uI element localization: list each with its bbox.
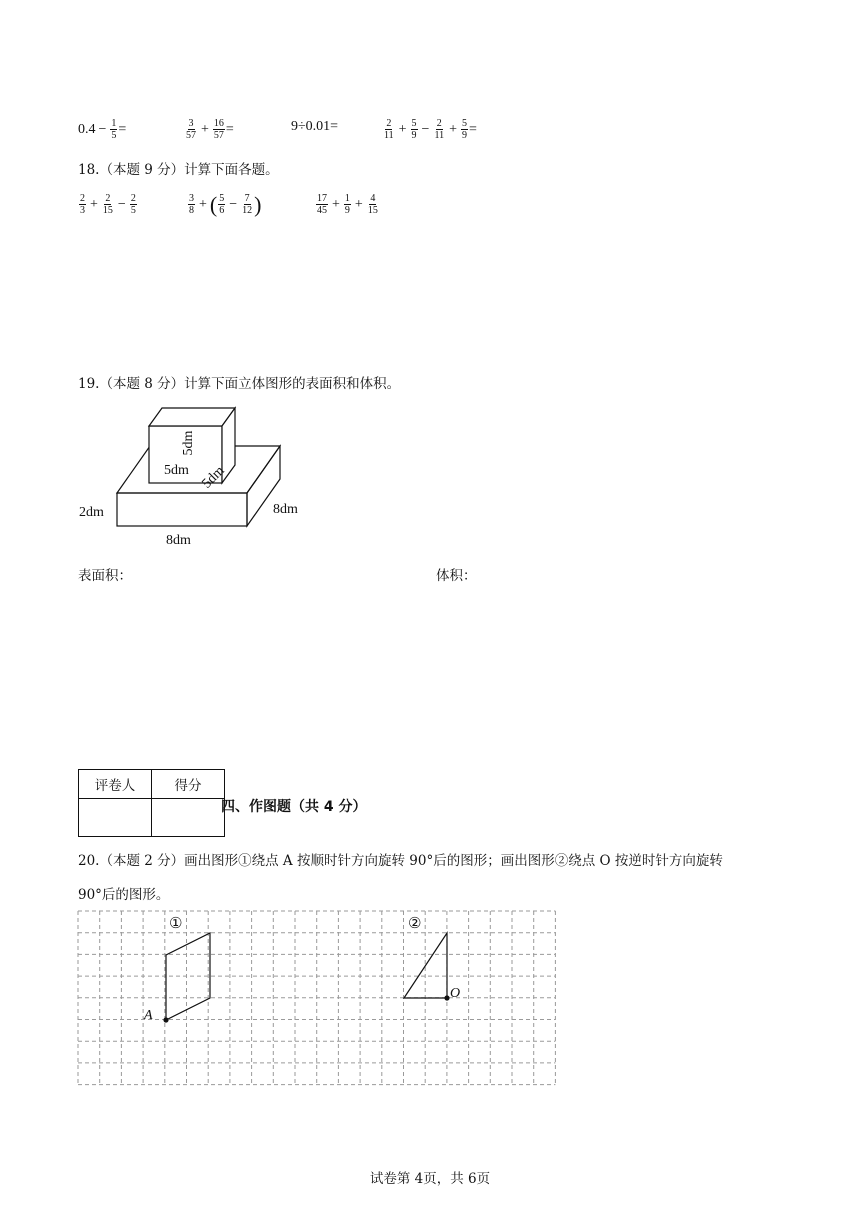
expr-number: 0.4 — [78, 121, 96, 137]
fraction — [411, 118, 418, 141]
minus-sign: − — [229, 196, 238, 212]
grader-header: 评卷人 — [79, 770, 152, 799]
numerator: 5 — [462, 118, 467, 129]
numerator: 5 — [411, 118, 417, 129]
fraction — [241, 193, 253, 216]
cube-width-label: 5dm — [164, 463, 189, 478]
plus-sign: + — [199, 196, 207, 212]
expr-17-2 — [184, 118, 234, 141]
plus-sign: + — [354, 196, 363, 212]
denominator: 3 — [80, 205, 85, 216]
cube-height-label: 5dm — [181, 430, 196, 456]
minus-sign: − — [421, 121, 430, 137]
denominator: 5 — [111, 130, 117, 141]
fraction — [383, 118, 395, 141]
plus-sign: + — [398, 121, 407, 137]
denominator: 5 — [130, 205, 136, 216]
solid-figure — [70, 390, 320, 555]
cube-top-face — [149, 408, 235, 426]
denominator: 8 — [189, 205, 194, 216]
question-18-heading: 18.（本题 9 分）计算下面各题。 — [78, 162, 279, 178]
fraction — [218, 193, 225, 216]
numerator: 2 — [80, 193, 85, 204]
fraction — [188, 193, 195, 216]
question-20-line2: 90°后的图形。 — [78, 887, 170, 903]
fraction — [433, 118, 445, 141]
base-width-label: 8dm — [166, 533, 191, 548]
base-height-label: 2dm — [79, 505, 104, 520]
point-a-label: A — [144, 1008, 153, 1023]
numerator: 5 — [219, 193, 225, 204]
fraction — [110, 118, 117, 141]
score-cell[interactable] — [152, 799, 225, 837]
left-paren: ( — [209, 191, 218, 217]
figure-2-label: ② — [408, 914, 422, 932]
numerator: 1 — [344, 193, 350, 204]
base-front-face — [117, 493, 247, 526]
plus-sign: + — [201, 121, 209, 137]
right-paren: ) — [254, 191, 262, 217]
expr-18-2 — [187, 193, 261, 216]
fraction — [344, 193, 351, 216]
grading-table — [78, 769, 225, 837]
denominator: 15 — [367, 205, 378, 216]
fraction — [79, 193, 86, 216]
numerator: 1 — [111, 118, 117, 129]
section-4-title: 四、作图题（共 4 分） — [221, 799, 367, 815]
grid-lines — [78, 911, 555, 1085]
numerator: 3 — [189, 193, 194, 204]
denominator: 9 — [344, 205, 350, 216]
equals-sign: = — [225, 121, 234, 137]
point-a-dot — [163, 1017, 168, 1022]
fraction — [367, 193, 379, 216]
numerator: 2 — [105, 193, 111, 204]
minus-sign: − — [98, 121, 107, 137]
numerator: 16 — [213, 118, 224, 129]
point-o-label: O — [450, 986, 461, 1001]
score-header: 得分 — [152, 770, 225, 799]
plus-sign: + — [332, 196, 340, 212]
fraction — [185, 118, 197, 141]
denominator: 9 — [462, 130, 467, 141]
drawing-grid — [76, 908, 560, 1088]
minus-sign: − — [117, 196, 126, 212]
expr-17-1 — [78, 118, 126, 141]
denominator: 11 — [384, 130, 394, 141]
cube-depth-label: 5dm — [199, 463, 228, 492]
expr-17-3: 9÷0.01= — [291, 119, 339, 134]
question-19-heading: 19.（本题 8 分）计算下面立体图形的表面积和体积。 — [78, 376, 401, 392]
equals-sign: = — [118, 121, 127, 137]
numerator: 2 — [436, 118, 442, 129]
numerator: 2 — [130, 193, 136, 204]
expr-17-4 — [382, 118, 477, 141]
plus-sign: + — [449, 121, 457, 137]
page-footer: 试卷第 4页，共 6页 — [369, 1171, 491, 1187]
base-depth-label: 8dm — [273, 502, 298, 517]
denominator: 9 — [411, 130, 417, 141]
denominator: 57 — [213, 130, 224, 141]
denominator: 6 — [219, 205, 225, 216]
numerator: 2 — [386, 118, 392, 129]
point-o-dot — [444, 995, 449, 1000]
fraction — [102, 193, 114, 216]
denominator: 57 — [186, 130, 196, 141]
grader-cell[interactable] — [79, 799, 152, 837]
fraction — [130, 193, 137, 216]
equals-sign: = — [469, 121, 477, 137]
expr-18-3 — [315, 193, 380, 216]
volume-label: 体积： — [436, 568, 477, 584]
fraction — [461, 118, 468, 141]
plus-sign: + — [90, 196, 98, 212]
denominator: 45 — [317, 205, 327, 216]
question-20-line1: 20.（本题 2 分）画出图形①绕点 A 按顺时针方向旋转 90°后的图形；画出图形②绕点 O 按逆时针方向旋转 — [78, 853, 723, 869]
numerator: 3 — [188, 118, 194, 129]
denominator: 11 — [434, 130, 445, 141]
fraction — [213, 118, 225, 141]
numerator: 7 — [244, 193, 250, 204]
numerator: 4 — [370, 193, 376, 204]
denominator: 15 — [102, 205, 113, 216]
expr-18-1 — [78, 193, 138, 216]
denominator: 12 — [242, 205, 253, 216]
fraction — [316, 193, 328, 216]
surface-area-label: 表面积： — [78, 568, 132, 584]
numerator: 17 — [317, 193, 327, 204]
figure-1-label: ① — [169, 914, 183, 932]
